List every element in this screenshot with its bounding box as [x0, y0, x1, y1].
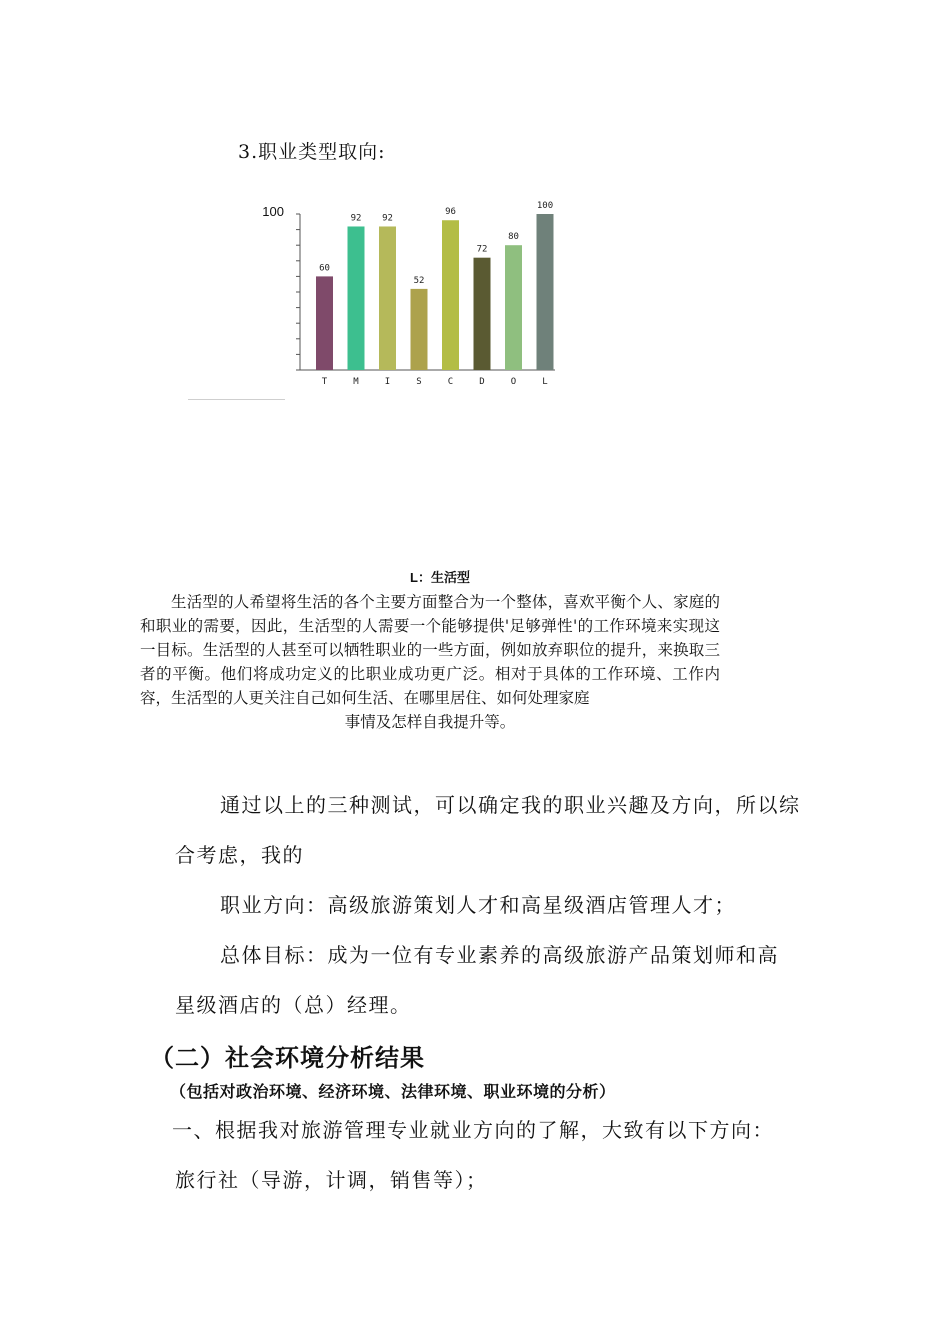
category-label-C: C [447, 377, 454, 387]
category-label-I: I [384, 377, 391, 387]
bar-I [379, 226, 396, 370]
y-max-label: 100 [262, 204, 284, 219]
value-label-L: 100 [536, 201, 554, 211]
value-label-C: 96 [445, 207, 456, 218]
l-type-title: L：生活型 [410, 570, 470, 585]
employment-direction-intro: 一、根据我对旅游管理专业就业方向的了解，大致有以下方向： [172, 1118, 774, 1142]
bar-L [537, 214, 554, 370]
category-label-M: M [353, 377, 359, 387]
bar-D [474, 258, 491, 370]
social-analysis-subheading: （包括对政治环境、经济环境、法律环境、职业环境的分析） [170, 1082, 616, 1101]
bar-C [442, 220, 459, 370]
overall-goal-line-2: 星级酒店的（总）经理。 [175, 993, 412, 1017]
social-analysis-heading: （二）社会环境分析结果 [150, 1044, 425, 1072]
section-heading: 3.职业类型取向: [238, 141, 386, 163]
overall-goal-line-1: 总体目标：成为一位有专业素养的高级旅游产品策划师和高 [220, 943, 779, 967]
career-type-bar-chart [250, 195, 570, 395]
value-label-M: 92 [350, 213, 362, 224]
value-label-D: 72 [476, 244, 488, 255]
category-label-L: L [542, 377, 548, 387]
category-label-S: S [416, 377, 422, 387]
bar-M [348, 226, 365, 370]
employment-direction-item: 旅行社（导游，计调，销售等）； [175, 1168, 488, 1192]
category-label-O: O [510, 377, 517, 387]
category-label-T: T [321, 377, 328, 387]
bar-T [316, 276, 333, 370]
value-label-S: 52 [413, 275, 425, 286]
bar-O [505, 245, 522, 370]
career-direction: 职业方向：高级旅游策划人才和高星级酒店管理人才； [220, 893, 736, 917]
value-label-I: 92 [382, 213, 393, 224]
l-type-description-end: 事情及怎样自我提升等。 [344, 713, 516, 731]
value-label-O: 80 [508, 232, 519, 243]
bar-S [411, 289, 428, 370]
divider-line [188, 399, 285, 400]
l-type-description: 生活型的人希望将生活的各个主要方面整合为一个整体，喜欢平衡个人、家庭的和职业的需要，因此，生活型的人需要一个能够提供'足够弹性'的工作环境来实现这一目标。生活型的人甚至可以牺牲职业的一些方面，例如放弃职位的提升，来换取三者的平衡。他们将成功定义的比职业成功更广泛。相对于具体的工作环境、工作内容，生活型的人更关注自己如何生活、在哪里居住、如何处理家庭 [140, 593, 720, 707]
summary-line-1: 通过以上的三种测试，可以确定我的职业兴趣及方向，所以综 [220, 793, 801, 817]
value-label-T: 60 [319, 263, 330, 274]
category-label-D: D [479, 377, 485, 387]
summary-line-2: 合考虑，我的 [175, 843, 304, 867]
